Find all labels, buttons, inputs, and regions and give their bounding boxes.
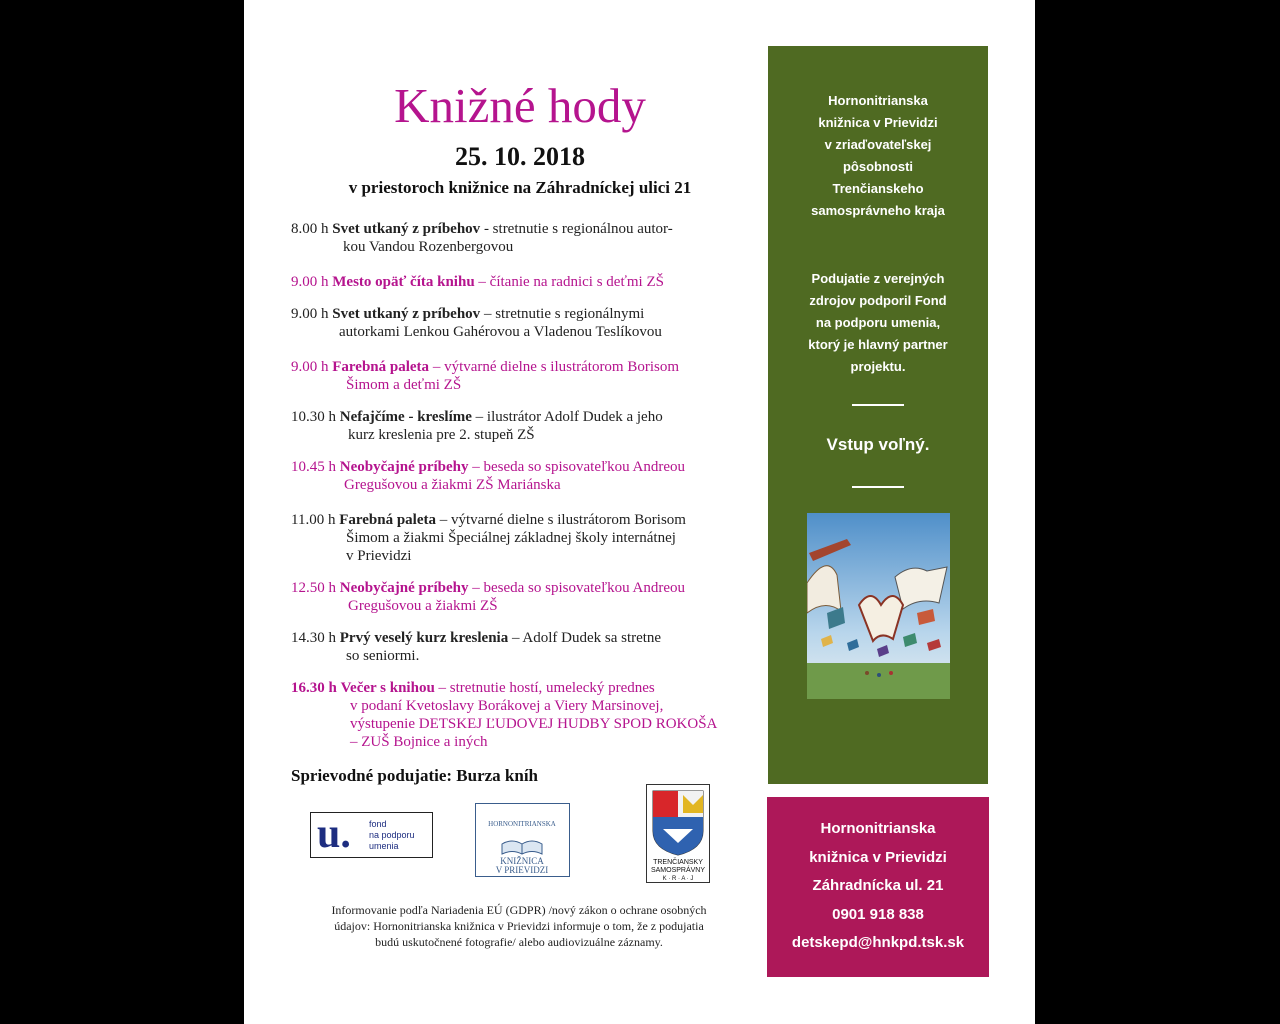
- program-desc-cont: autorkami Lenkou Gahérovou a Vladenou Teslíkovou: [339, 324, 662, 340]
- program-item: [291, 220, 761, 256]
- program-item: [291, 408, 761, 444]
- contact-phone: 0901 918 838: [832, 905, 924, 923]
- coat-of-arms-icon: [647, 785, 709, 882]
- program-desc: - stretnutie s regionálnou autor-: [480, 221, 673, 237]
- program-desc-cont: Šimom a žiakmi Špeciálnej základnej školy internátnej: [346, 530, 676, 546]
- program-name: Nefajčíme - kreslíme: [339, 409, 472, 425]
- program-item: [291, 511, 761, 565]
- poster-title: Knižné hody: [394, 78, 646, 133]
- svg-text:K · R · A · J: K · R · A · J: [662, 876, 694, 882]
- open-book-icon: [476, 804, 569, 876]
- program-desc-cont: v podaní Kvetoslavy Borákovej a Viery Marsinovej,: [350, 698, 664, 714]
- program-time: 9.00 h: [291, 274, 329, 290]
- program-desc-cont: kou Vandou Rozenbergovou: [343, 239, 514, 255]
- program-time: 10.30 h: [291, 409, 336, 425]
- accompanying-event: Sprievodné podujatie: Burza kníh: [291, 766, 539, 785]
- divider: [852, 404, 904, 406]
- contact-name: knižnica v Prievidzi: [809, 848, 947, 866]
- svg-text:TRENČIANSKY: TRENČIANSKY: [653, 859, 703, 866]
- program-name: Mesto opäť číta knihu: [332, 274, 475, 290]
- program-desc-cont: – ZUŠ Bojnice a iných: [350, 734, 488, 750]
- fond-logo-letter: u.: [317, 811, 351, 857]
- program-item: [291, 579, 761, 615]
- program-desc-cont: Gregušovou a žiakmi ZŠ: [348, 598, 498, 614]
- program-time: 16.30 h: [291, 680, 337, 696]
- program-time: 8.00 h: [291, 221, 329, 237]
- fond-logo-text: fond na podporu umenia: [369, 819, 415, 851]
- program-desc: – čítanie na radnici s deťmi ZŠ: [474, 274, 664, 290]
- svg-text:V PRIEVIDZI: V PRIEVIDZI: [495, 865, 549, 875]
- svg-text:HORNONITRIANSKA: HORNONITRIANSKA: [488, 820, 556, 828]
- svg-text:KNIŽNICA: KNIŽNICA: [500, 856, 544, 866]
- program-name: Neobyčajné príbehy: [339, 459, 469, 475]
- program-desc: – beseda so spisovateľkou Andreou: [468, 459, 685, 475]
- program-desc: – výtvarné dielne s ilustrátorom Borisom: [429, 359, 680, 375]
- flying-books-illustration: [807, 513, 950, 699]
- program-time: 14.30 h: [291, 630, 336, 646]
- program-item: [291, 629, 761, 665]
- event-venue: v priestoroch knižnice na Záhradníckej ulici 21: [348, 178, 692, 197]
- gdpr-notice: Informovanie podľa Nariadenia EÚ (GDPR) /nový zákon o ochrane osobných údajov: Hornonitrianska knižnica v Prievidzi informuje o tom, že z podujatia budú uskutočnené fotografie/ alebo audiovizuálne záznamy.: [331, 903, 707, 949]
- poster-page: [244, 0, 1035, 1024]
- program-desc-cont: Gregušovou a žiakmi ZŠ Mariánska: [344, 477, 561, 493]
- program-name: Neobyčajné príbehy: [339, 580, 469, 596]
- contact-email[interactable]: detskepd@hnkpd.tsk.sk: [791, 934, 965, 951]
- program-desc: – Adolf Dudek sa stretne: [508, 630, 662, 646]
- program-name: Večer s knihou: [340, 680, 435, 696]
- program-desc: – stretnutie hostí, umelecký prednes: [434, 680, 655, 696]
- program-time: 9.00 h: [291, 359, 329, 375]
- library-logo: [475, 803, 570, 877]
- fond-na-podporu-umenia-logo: [310, 812, 433, 858]
- program-desc-cont: kurz kreslenia pre 2. stupeň ZŠ: [348, 427, 535, 443]
- contact-street: Záhradnícka ul. 21: [812, 877, 944, 894]
- program-item: [291, 679, 761, 751]
- event-date: 25. 10. 2018: [455, 142, 585, 171]
- program-desc-cont: v Prievidzi: [346, 548, 412, 564]
- program-time: 11.00 h: [291, 512, 336, 528]
- program-desc-cont: so seniormi.: [346, 648, 420, 664]
- program-name: Svet utkaný z príbehov: [332, 306, 481, 322]
- divider: [852, 486, 904, 488]
- organizer-panel: [768, 46, 988, 784]
- program-name: Farebná paleta: [339, 512, 437, 528]
- program-time: 12.50 h: [291, 580, 336, 596]
- program-name: Prvý veselý kurz kreslenia: [339, 630, 509, 646]
- program-desc: – beseda so spisovateľkou Andreou: [468, 580, 685, 596]
- program-item: [291, 273, 761, 291]
- program-item: [291, 305, 761, 341]
- free-entry: Vstup voľný.: [826, 435, 930, 454]
- program-desc: – výtvarné dielne s ilustrátorom Borisom: [436, 512, 686, 528]
- program-desc: – stretnutie s regionálnymi: [480, 306, 645, 322]
- svg-text:SAMOSPRÁVNY: SAMOSPRÁVNY: [650, 867, 706, 874]
- program-item: [291, 358, 761, 394]
- program-item: [291, 458, 761, 494]
- trenciansky-kraj-logo: [646, 784, 710, 883]
- contact-name: Hornonitrianska: [820, 820, 936, 837]
- program-desc: – ilustrátor Adolf Dudek a jeho: [471, 409, 663, 425]
- program-time: 10.45 h: [291, 459, 336, 475]
- contact-panel: [767, 797, 989, 977]
- organizer-text: Hornonitrianska knižnica v Prievidzi v zriaďovateľskej pôsobnosti Trenčianskeho samosprávneho kraja: [811, 93, 945, 218]
- program-name: Farebná paleta: [332, 359, 430, 375]
- program-name: Svet utkaný z príbehov: [332, 221, 481, 237]
- program-desc-cont: Šimom a deťmi ZŠ: [346, 377, 462, 393]
- program-desc-cont: výstupenie DETSKEJ ĽUDOVEJ HUDBY SPOD ROKOŠA: [350, 716, 718, 732]
- program-time: 9.00 h: [291, 306, 329, 322]
- support-text: Podujatie z verejných zdrojov podporil Fond na podporu umenia, ktorý je hlavný partner projektu.: [808, 271, 948, 374]
